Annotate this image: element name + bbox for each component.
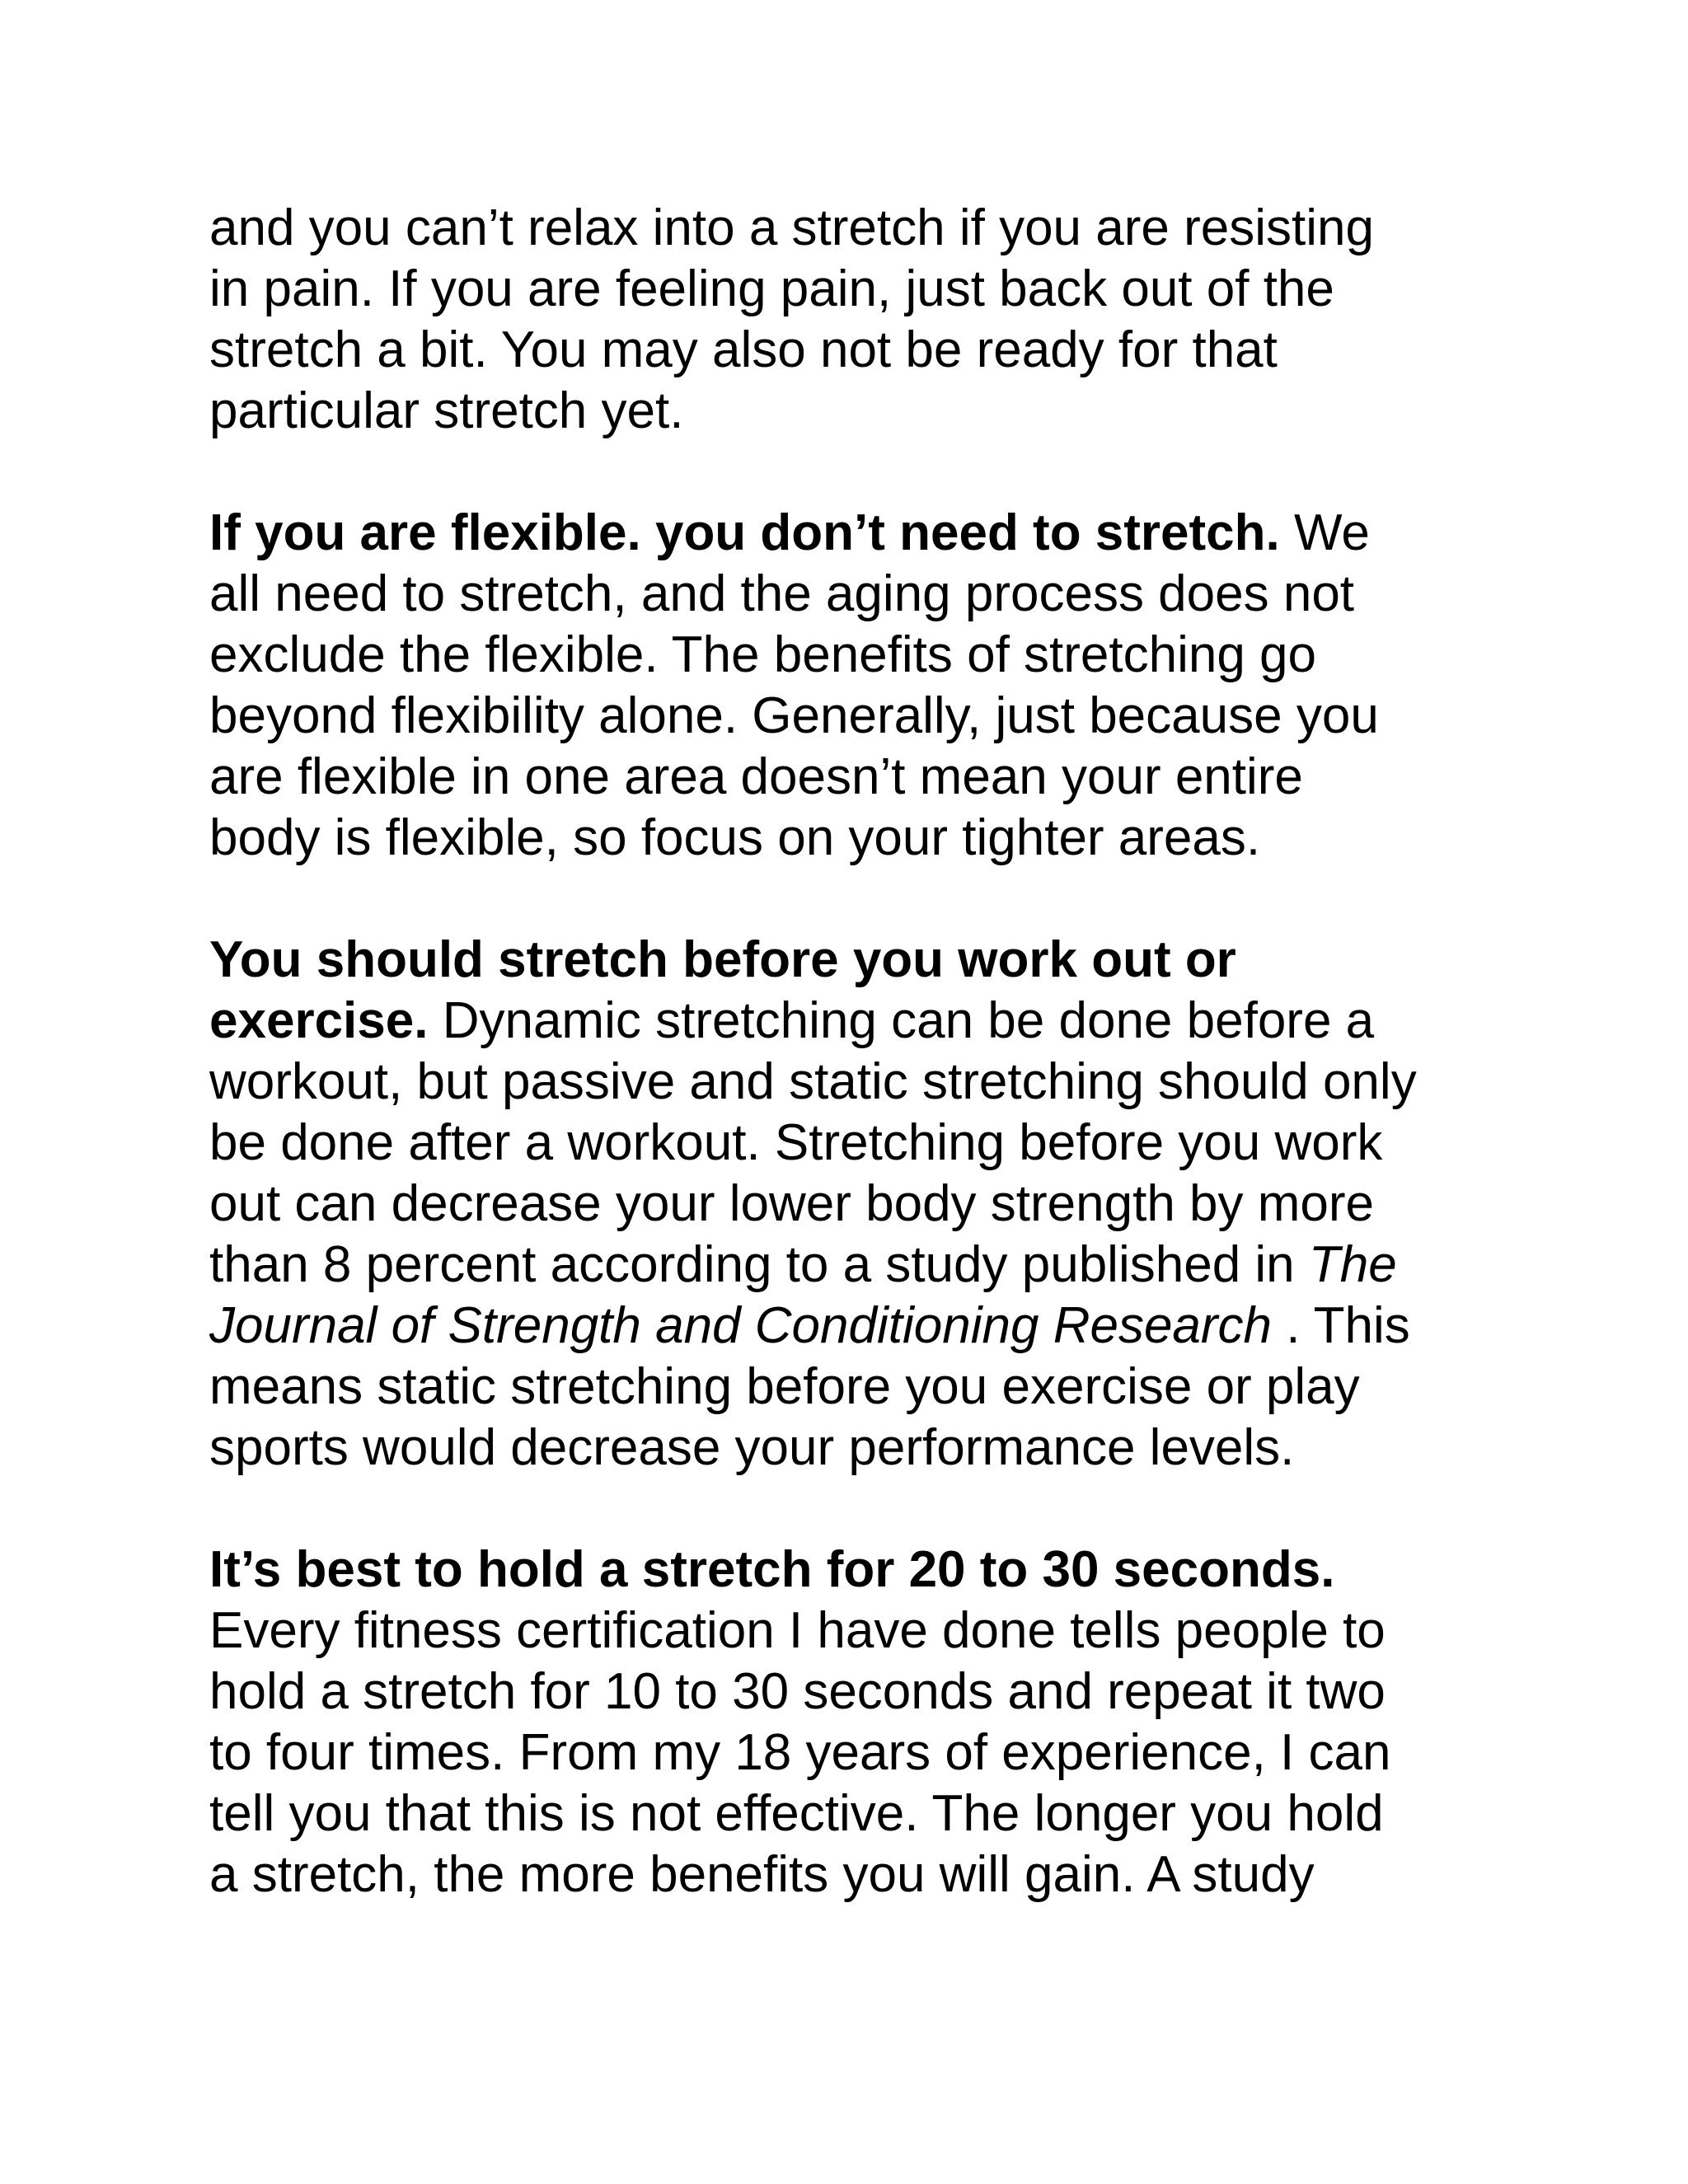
document-page [209, 198, 1495, 1905]
text-line [209, 1296, 1495, 1357]
text-line: be done after a workout. Stretching before you work [209, 1114, 1383, 1171]
text-line: particular stretch yet. [209, 382, 684, 439]
text-line: sports would decrease your performance levels. [209, 1419, 1295, 1476]
text-line: exclude the flexible. The benefits of stretching go [209, 626, 1317, 683]
text-line: stretch a bit. You may also not be ready for that [209, 321, 1278, 378]
text-line: all need to stretch, and the aging process does not [209, 565, 1355, 622]
text-line: are flexible in one area doesn’t mean your entire [209, 748, 1303, 805]
text-run: than 8 percent according to a study published in [209, 1236, 1309, 1293]
text-line [209, 991, 1495, 1052]
text-line: in pain. If you are feeling pain, just back out of the [209, 260, 1334, 317]
text-line: a stretch, the more benefits you will gain. A study [209, 1846, 1315, 1903]
text-run: . This [1272, 1297, 1410, 1354]
text-line: beyond flexibility alone. Generally, just because you [209, 687, 1379, 744]
text-line: tell you that this is not effective. The longer you hold [209, 1785, 1384, 1842]
text-line: workout, but passive and static stretching should only [209, 1053, 1417, 1110]
paragraph-pain [209, 198, 1495, 442]
text-line [209, 503, 1495, 564]
text-run: Dynamic stretching can be done before a [428, 992, 1375, 1049]
text-line: Every fitness certification I have done tells people to [209, 1602, 1386, 1659]
bold-lead-heading: If you are flexible. you don’t need to stretch. [209, 504, 1280, 561]
bold-lead-heading: It’s best to hold a stretch for 20 to 30 seconds. [209, 1541, 1335, 1598]
journal-title: The [1308, 1236, 1397, 1293]
paragraph-before-workout [209, 930, 1495, 1479]
text-line: body is flexible, so focus on your tighter areas. [209, 809, 1261, 866]
bold-lead-heading: exercise. [209, 992, 429, 1049]
journal-title: Journal of Strength and Conditioning Research [209, 1297, 1273, 1354]
paragraph-hold-duration [209, 1540, 1495, 1905]
text-line: out can decrease your lower body strength by more [209, 1175, 1374, 1232]
text-line: and you can’t relax into a stretch if you are resisting [209, 199, 1374, 256]
text-line: means static stretching before you exercise or play [209, 1358, 1360, 1415]
text-line: hold a stretch for 10 to 30 seconds and repeat it two [209, 1663, 1386, 1720]
text-line [209, 1235, 1495, 1296]
text-run: We [1279, 504, 1370, 561]
text-line: to four times. From my 18 years of experience, I can [209, 1724, 1391, 1781]
paragraph-flexible [209, 503, 1495, 869]
bold-lead-heading: You should stretch before you work out or [209, 931, 1236, 988]
